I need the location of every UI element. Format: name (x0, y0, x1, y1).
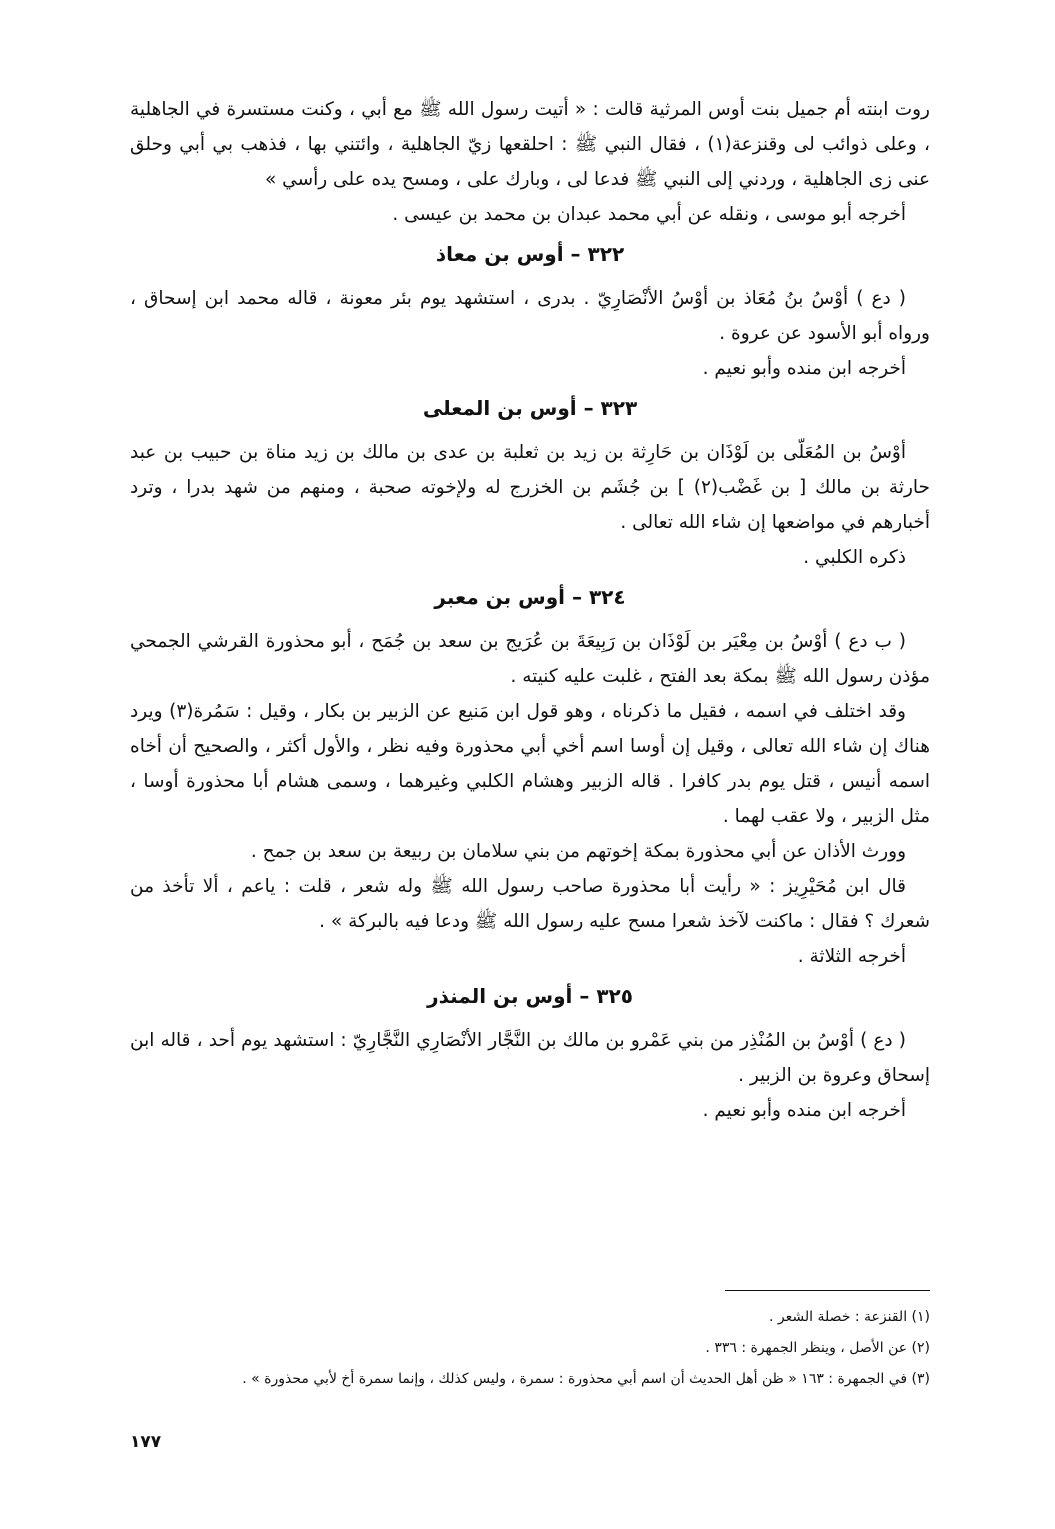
footnote: (٣) في الجمهرة : ١٦٣ « ظن أهل الحديث أن اسم أبي محذورة : سمرة ، وليس كذلك ، وإنما سمرة أخ لأبي محذورة » . (242, 1371, 930, 1387)
entry-heading-325: ٣٢٥ – أوس بن المنذر (427, 984, 633, 1008)
main-text (130, 92, 930, 1128)
page-number: ١٧٧ (130, 1432, 162, 1452)
footnotes (120, 1302, 930, 1395)
paragraph: أخرجه ابن منده وأبو نعيم . (702, 358, 906, 379)
entry-heading-324: ٣٢٤ – أوس بن معبر (434, 585, 626, 609)
paragraph: أخرجه ابن منده وأبو نعيم . (702, 1100, 906, 1121)
paragraph: ذكره الكلبي . (803, 547, 906, 568)
paragraph: وورث الأذان عن أبي محذورة بمكة إخوتهم من بني سلامان بن ربيعة بن سعد بن جمح . (250, 841, 906, 862)
paragraph: وقد اختلف في اسمه ، فقيل ما ذكرناه ، وهو قول ابن مَنيع عن الزبير بن بكار ، وقيل : سَمُرة(٣) ويرد هناك إن شاء الله تعالى ، وقيل إن أوسا اسم أخي أبي محذورة وفيه نظر ، والأول أكثر ، والصحيح أن أخاه اسمه أنيس ، قتل يوم بدر كافرا . قاله الزبير وهشام الكلبي وغيرهما ، وسمى هشام أبا محذورة أوسا ، مثل الزبير ، ولا عقب لهما . (130, 701, 930, 827)
entry-heading-322: ٣٢٢ – أوس بن معاذ (435, 242, 625, 266)
footnote: (٢) عن الأصل ، وينظر الجمهرة : ٣٣٦ . (705, 1340, 930, 1356)
paragraph: قال ابن مُحَيْرِيز : « رأيت أبا محذورة صاحب رسول الله ﷺ وله شعر ، قلت : ياعم ، ألا تأخذ من شعرك ؟ فقال : ماكنت لآخذ شعرا مسح عليه رسول الله ﷺ ودعا فيه بالبركة » . (130, 876, 930, 932)
paragraph: أخرجه الثلاثة . (797, 946, 906, 967)
footnote-divider (725, 1290, 930, 1291)
paragraph: ( ب دع ) أوْسُ بن مِعْيَر بن لَوْذَان بن رَبِيعَةَ بن عُرَيج بن سعد بن جُمَح ، أبو محذورة القرشي الجمحي مؤذن رسول الله ﷺ بمكة بعد الفتح ، غلبت عليه كنيته . (130, 631, 930, 687)
paragraph: روت ابنته أم جميل بنت أوس المرثية قالت : « أتيت رسول الله ﷺ مع أبي ، وكنت مستسرة في الجاهلية ، وعلى ذوائب لى وقنزعة(١) ، فقال النبي ﷺ : احلقعها زيّ الجاهلية ، وائتني بها ، فذهب بي أبي وحلق عنى زى الجاهلية ، وردني إلى النبي ﷺ فدعا لى ، وبارك على ، ومسح يده على رأسي » (130, 99, 930, 190)
paragraph: أخرجه أبو موسى ، ونقله عن أبي محمد عبدان بن محمد بن عيسى . (392, 204, 906, 225)
paragraph: أوْسُ بن المُعَلّى بن لَوْذَان بن حَارِثة بن زيد بن ثعلبة بن عدى بن مالك بن زيد مناة بن حبيب بن عبد حارثة بن مالك [ بن غَضْب(٢) ] بن جُشَم بن الخزرج له ولإخوته صحبة ، ومنهم من شهد بدرا ، وترد أخبارهم في مواضعها إن شاء الله تعالى . (130, 442, 930, 533)
paragraph: ( دع ) أوْسُ بنُ مُعَاذ بن أوْسُ الأنْصَارِيّ . بدرى ، استشهد يوم بئر معونة ، قاله محمد ابن إسحاق ، ورواه أبو الأسود عن عروة . (130, 288, 930, 344)
entry-heading-323: ٣٢٣ – أوس بن المعلى (422, 396, 638, 420)
footnote: (١) القنزعة : خصلة الشعر . (769, 1309, 930, 1325)
paragraph: ( دع ) أوْسُ بن المُنْذِر من بني عَمْرو بن مالك بن النَّجَّار الأنْصَارِي النَّجَّارِيّ : استشهد يوم أحد ، قاله ابن إسحاق وعروة بن الزبير . (130, 1030, 930, 1086)
